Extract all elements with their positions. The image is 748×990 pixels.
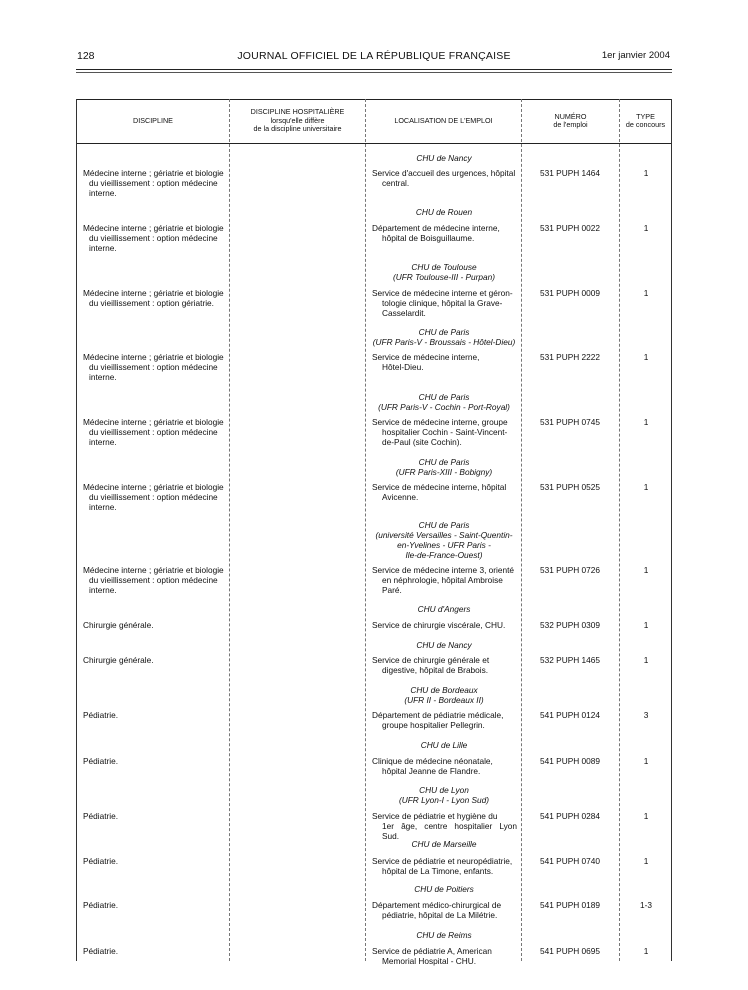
issue-date: 1er janvier 2004 xyxy=(601,50,670,61)
service-cell: Service de médecine interne 3, orienté en néphrologie, hôpital Ambroise Paré. xyxy=(372,565,515,595)
header-rule-thin xyxy=(76,72,672,73)
header-discipline: DISCIPLINE xyxy=(133,115,173,125)
emploi-number: 532 PUPH 1465 xyxy=(540,655,600,665)
concours-type: 1 xyxy=(643,946,649,956)
emploi-number: 541 PUPH 0695 xyxy=(540,946,600,956)
service-cell: Service de pédiatrie et hygiène du 1er âge, centre hospitalier Lyon Sud. xyxy=(372,811,517,841)
service-cell: Service de médecine interne et géron- tologie clinique, hôpital la Grave- Casselardit. xyxy=(372,288,513,318)
page-number: 128 xyxy=(77,50,95,62)
location-heading: CHU d'Angers xyxy=(417,604,471,614)
discipline-cell: Médecine interne ; gériatrie et biologie du vieillissement : option gériatrie. xyxy=(83,288,224,308)
concours-type: 1 xyxy=(643,352,649,362)
service-cell: Service de chirurgie viscérale, CHU. xyxy=(372,620,506,630)
emploi-number: 532 PUPH 0309 xyxy=(540,620,600,630)
service-cell: Service de médecine interne, hôpital Avicenne. xyxy=(372,482,507,502)
discipline-cell: Médecine interne ; gériatrie et biologie du vieillissement : option médecine interne. xyxy=(83,482,224,512)
emploi-number: 541 PUPH 0189 xyxy=(540,900,600,910)
emploi-number: 541 PUPH 0284 xyxy=(540,811,600,821)
header-rule xyxy=(76,69,672,70)
journal-title: JOURNAL OFFICIEL DE LA RÉPUBLIQUE FRANÇAISE xyxy=(237,50,511,62)
concours-type: 1-3 xyxy=(640,900,652,910)
concours-type: 1 xyxy=(643,620,649,630)
service-cell: Service de médecine interne, groupe hospitalier Cochin - Saint-Vincent- de-Paul (site Cochin). xyxy=(372,417,508,447)
discipline-cell: Médecine interne ; gériatrie et biologie du vieillissement : option médecine interne. xyxy=(83,168,224,198)
service-cell: Département de médecine interne, hôpital de Boisguillaume. xyxy=(372,223,500,243)
emploi-number: 531 PUPH 1464 xyxy=(540,168,600,178)
emploi-number: 531 PUPH 0022 xyxy=(540,223,600,233)
location-heading: CHU de Toulouse (UFR Toulouse-III - Purpan) xyxy=(392,262,496,282)
service-cell: Service d'accueil des urgences, hôpital central. xyxy=(372,168,516,188)
header-localisation: LOCALISATION DE L'EMPLOI xyxy=(394,115,493,125)
service-cell: Service de pédiatrie A, American Memorial Hospital - CHU. xyxy=(372,946,492,966)
discipline-cell: Chirurgie générale. xyxy=(83,620,154,630)
header-numero: NUMÉRO de l'emploi xyxy=(553,111,588,129)
emploi-number: 541 PUPH 0124 xyxy=(540,710,600,720)
discipline-cell: Médecine interne ; gériatrie et biologie du vieillissement : option médecine interne. xyxy=(83,223,224,253)
discipline-cell: Pédiatrie. xyxy=(83,900,119,910)
location-heading: CHU de Nancy xyxy=(416,153,472,163)
discipline-cell: Pédiatrie. xyxy=(83,756,119,766)
location-heading: CHU de Bordeaux (UFR II - Bordeaux II) xyxy=(404,685,484,705)
location-heading: CHU de Marseille xyxy=(411,839,477,849)
discipline-cell: Pédiatrie. xyxy=(83,946,119,956)
location-heading: CHU de Rouen xyxy=(415,207,473,217)
emploi-number: 531 PUPH 0745 xyxy=(540,417,600,427)
emploi-number: 541 PUPH 0089 xyxy=(540,756,600,766)
col-divider xyxy=(229,99,230,961)
emploi-number: 531 PUPH 2222 xyxy=(540,352,600,362)
concours-type: 1 xyxy=(643,856,649,866)
emploi-number: 541 PUPH 0740 xyxy=(540,856,600,866)
location-heading: CHU de Nancy xyxy=(416,640,472,650)
service-cell: Service de chirurgie générale et digestive, hôpital de Brabois. xyxy=(372,655,490,675)
table-header-border xyxy=(76,143,672,144)
table-left-border xyxy=(76,99,77,961)
location-heading: CHU de Paris (UFR Paris-V - Broussais - Hôtel-Dieu) xyxy=(372,327,516,347)
concours-type: 1 xyxy=(643,288,649,298)
concours-type: 1 xyxy=(643,223,649,233)
service-cell: Service de médecine interne, Hôtel-Dieu. xyxy=(372,352,480,372)
concours-type: 1 xyxy=(643,811,649,821)
service-cell: Département médico-chirurgical de pédiatrie, hôpital de La Milétrie. xyxy=(372,900,502,920)
emploi-number: 531 PUPH 0009 xyxy=(540,288,600,298)
discipline-cell: Médecine interne ; gériatrie et biologie du vieillissement : option médecine interne. xyxy=(83,565,224,595)
concours-type: 3 xyxy=(643,710,649,720)
discipline-cell: Pédiatrie. xyxy=(83,856,119,866)
discipline-cell: Chirurgie générale. xyxy=(83,655,154,665)
header-discipline-hospitaliere: DISCIPLINE HOSPITALIÈRE lorsqu'elle diffère de la discipline universitaire xyxy=(250,107,345,134)
discipline-cell: Médecine interne ; gériatrie et biologie du vieillissement : option médecine interne. xyxy=(83,417,224,447)
location-heading: CHU de Paris (université Versailles - Saint-Quentin- en-Yvelines - UFR Paris - Ile-de-France-Ouest) xyxy=(375,520,513,560)
service-cell: Service de pédiatrie et neuropédiatrie, hôpital de La Timone, enfants. xyxy=(372,856,513,876)
discipline-cell: Médecine interne ; gériatrie et biologie du vieillissement : option médecine interne. xyxy=(83,352,224,382)
concours-type: 1 xyxy=(643,482,649,492)
concours-type: 1 xyxy=(643,655,649,665)
concours-type: 1 xyxy=(643,756,649,766)
concours-type: 1 xyxy=(643,168,649,178)
location-heading: CHU de Lyon (UFR Lyon-I - Lyon Sud) xyxy=(398,785,490,805)
location-heading: CHU de Lille xyxy=(420,740,468,750)
service-cell: Clinique de médecine néonatale, hôpital Jeanne de Flandre. xyxy=(372,756,493,776)
emploi-number: 531 PUPH 0726 xyxy=(540,565,600,575)
concours-type: 1 xyxy=(643,565,649,575)
discipline-cell: Pédiatrie. xyxy=(83,710,119,720)
discipline-cell: Pédiatrie. xyxy=(83,811,119,821)
service-cell: Département de pédiatrie médicale, groupe hospitalier Pellegrin. xyxy=(372,710,504,730)
location-heading: CHU de Paris (UFR Paris-XIII - Bobigny) xyxy=(395,457,493,477)
emploi-number: 531 PUPH 0525 xyxy=(540,482,600,492)
location-heading: CHU de Reims xyxy=(416,930,472,940)
concours-type: 1 xyxy=(643,417,649,427)
header-type: TYPE de concours xyxy=(625,111,666,129)
location-heading: CHU de Paris (UFR Paris-V - Cochin - Port-Royal) xyxy=(378,392,510,412)
location-heading: CHU de Poitiers xyxy=(414,884,474,894)
